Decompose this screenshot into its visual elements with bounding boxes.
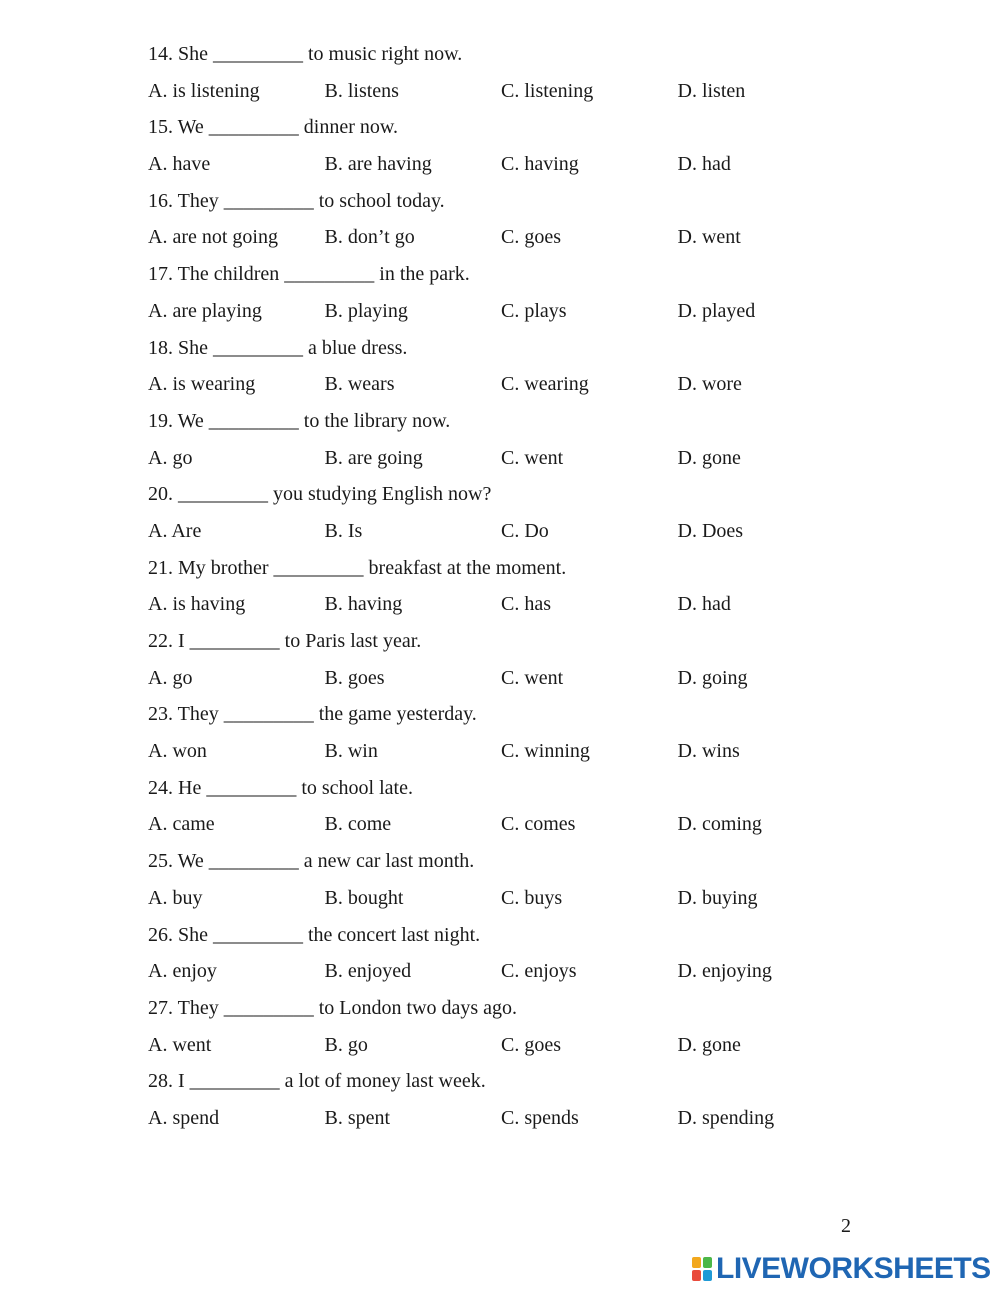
answer-option[interactable]: D. had	[677, 593, 731, 616]
questions-list	[148, 38, 908, 1139]
answer-option[interactable]: B. Is	[324, 519, 363, 542]
answer-option[interactable]: C. wearing	[501, 373, 589, 396]
question-stem: 18. She _________ a blue dress.	[148, 336, 408, 359]
answer-option[interactable]: A. buy	[148, 886, 203, 909]
answer-option[interactable]: C. spends	[501, 1106, 579, 1129]
question-stem: 20. _________ you studying English now?	[148, 483, 492, 506]
answer-option[interactable]: C. listening	[501, 79, 594, 102]
answer-option[interactable]: B. enjoyed	[324, 960, 412, 983]
answer-option[interactable]: D. had	[677, 153, 731, 176]
answer-option[interactable]: A. is listening	[148, 79, 260, 102]
answer-options	[148, 955, 908, 992]
answer-options	[148, 148, 908, 185]
answer-option[interactable]: B. playing	[324, 299, 408, 322]
answer-options	[148, 295, 908, 332]
question-stem: 24. He _________ to school late.	[148, 776, 413, 799]
answer-option[interactable]: A. went	[148, 1033, 212, 1056]
question-stem: 22. I _________ to Paris last year.	[148, 630, 422, 652]
answer-option[interactable]: A. Are	[148, 519, 202, 542]
question-stem: 26. She _________ the concert last night.	[148, 923, 481, 946]
answer-options	[148, 735, 908, 772]
answer-options	[148, 1102, 908, 1139]
answer-options	[148, 515, 908, 552]
answer-options	[148, 1029, 908, 1066]
question-stem: 23. They _________ the game yesterday.	[148, 703, 477, 726]
answer-option[interactable]: D. enjoying	[677, 960, 772, 983]
answer-options	[148, 221, 908, 258]
answer-option[interactable]: D. wins	[677, 740, 740, 763]
answer-option[interactable]: A. is having	[148, 593, 246, 616]
answer-option[interactable]: D. Does	[677, 519, 744, 542]
answer-option[interactable]: D. spending	[677, 1106, 775, 1129]
page-number: 2	[841, 1215, 851, 1237]
brand-name: LIVEWORKSHEETS	[716, 1252, 991, 1285]
answer-option[interactable]: D. gone	[677, 1033, 741, 1056]
answer-option[interactable]: D. went	[677, 226, 741, 249]
question-stem: 19. We _________ to the library now.	[148, 409, 451, 432]
answer-options	[148, 588, 908, 625]
liveworksheets-brand	[692, 1254, 991, 1284]
answer-option[interactable]: D. played	[677, 299, 756, 322]
answer-option[interactable]: B. win	[324, 740, 378, 763]
answer-option[interactable]: B. spent	[324, 1106, 391, 1129]
answer-option[interactable]: B. listens	[324, 79, 399, 102]
answer-options	[148, 368, 908, 405]
answer-options	[148, 75, 908, 112]
answer-option[interactable]: C. winning	[501, 740, 590, 763]
answer-option[interactable]: C. comes	[501, 813, 576, 836]
answer-option[interactable]: C. went	[501, 446, 564, 469]
answer-option[interactable]: B. wears	[324, 373, 395, 396]
answer-option[interactable]: D. going	[677, 666, 748, 689]
answer-option[interactable]: D. coming	[677, 813, 762, 836]
question-stem: 28. I _________ a lot of money last week.	[148, 1070, 486, 1093]
answer-options	[148, 882, 908, 919]
answer-option[interactable]: A. came	[148, 813, 215, 836]
answer-option[interactable]: B. bought	[324, 886, 404, 909]
answer-option[interactable]: B. are going	[324, 446, 423, 469]
question-stem: 25. We _________ a new car last month.	[148, 850, 475, 873]
logo-block-1	[692, 1257, 701, 1268]
answer-option[interactable]: A. have	[148, 153, 211, 176]
answer-option[interactable]: C. goes	[501, 1033, 561, 1056]
answer-option[interactable]: B. goes	[324, 666, 385, 689]
answer-option[interactable]: A. won	[148, 740, 207, 763]
answer-option[interactable]: C. plays	[501, 299, 567, 322]
answer-option[interactable]: C. buys	[501, 886, 563, 909]
question-stem: 17. The children _________ in the park.	[148, 263, 470, 286]
answer-options	[148, 662, 908, 699]
answer-option[interactable]: A. enjoy	[148, 960, 217, 983]
answer-option[interactable]: C. went	[501, 666, 564, 689]
answer-option[interactable]: B. come	[324, 813, 392, 836]
answer-option[interactable]: D. listen	[677, 79, 746, 102]
answer-option[interactable]: A. is wearing	[148, 373, 256, 396]
answer-option[interactable]: A. go	[148, 446, 193, 469]
answer-option[interactable]: B. don’t go	[324, 226, 415, 249]
answer-option[interactable]: C. goes	[501, 226, 561, 249]
answer-option[interactable]: C. having	[501, 153, 579, 176]
question-stem: 15. We _________ dinner now.	[148, 116, 399, 139]
answer-options	[148, 442, 908, 479]
answer-option[interactable]: A. are not going	[148, 226, 278, 249]
logo-block-2	[703, 1257, 712, 1268]
answer-option[interactable]: B. go	[324, 1033, 368, 1056]
question-stem: 21. My brother _________ breakfast at the moment.	[148, 556, 567, 579]
question-stem: 16. They _________ to school today.	[148, 189, 445, 212]
answer-option[interactable]: D. buying	[677, 886, 758, 909]
answer-option[interactable]: D. gone	[677, 446, 741, 469]
question-stem: 14. She _________ to music right now.	[148, 43, 463, 65]
answer-option[interactable]: C. has	[501, 593, 551, 616]
answer-option[interactable]: D. wore	[677, 373, 742, 396]
question-stem: 27. They _________ to London two days ago.	[148, 996, 518, 1019]
logo-block-4	[703, 1270, 712, 1281]
liveworksheets-logo-icon	[692, 1257, 712, 1281]
answer-option[interactable]: B. are having	[324, 153, 432, 176]
answer-option[interactable]: A. go	[148, 666, 193, 689]
answer-options	[148, 808, 908, 845]
answer-option[interactable]: C. Do	[501, 519, 549, 542]
answer-option[interactable]: A. are playing	[148, 299, 262, 322]
answer-option[interactable]: A. spend	[148, 1106, 220, 1129]
answer-option[interactable]: B. having	[324, 593, 403, 616]
logo-block-3	[692, 1270, 701, 1281]
answer-option[interactable]: C. enjoys	[501, 960, 577, 983]
